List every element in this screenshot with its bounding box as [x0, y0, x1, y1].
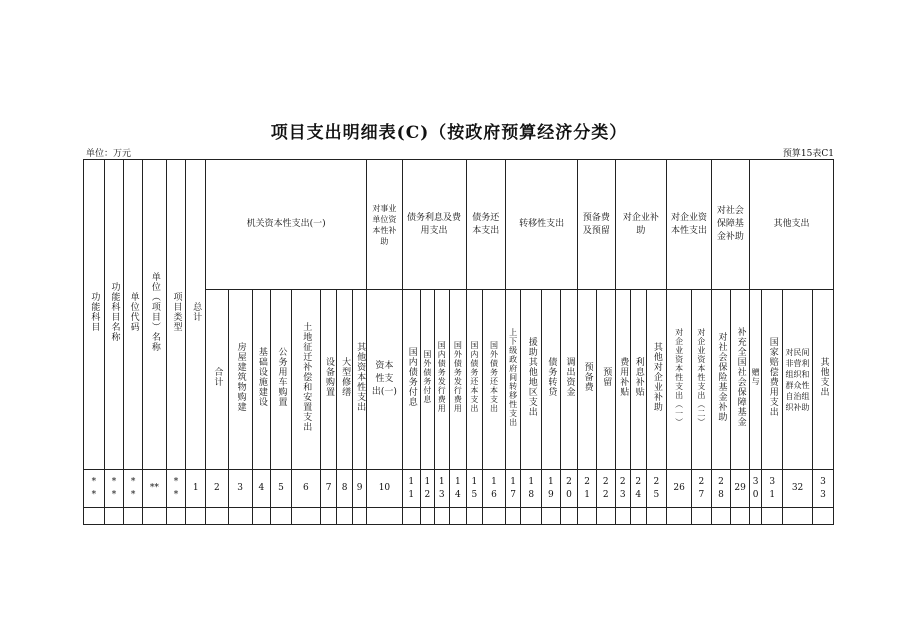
col-header: 房屋建筑物购建	[235, 342, 246, 412]
col-header: 其他对企业补助	[651, 342, 662, 412]
col-header: 调出资金	[564, 357, 575, 397]
col-header: 公务用车购置	[276, 347, 287, 407]
group-header: 机关资本性支出(一)	[246, 219, 326, 229]
group-header: 债务利息及费用支出	[407, 212, 462, 236]
group-header: 对社会保障基金补助	[716, 206, 744, 242]
index-cell: 6	[302, 483, 309, 493]
col-header: 功能科目名称	[109, 282, 120, 342]
index-cell: 26	[673, 483, 685, 493]
col-header: 债务转贷	[546, 357, 557, 397]
col-header: 对企业资本性支出（二）	[696, 327, 706, 427]
index-cell: 29	[734, 483, 746, 493]
index-cell: 19	[548, 476, 554, 500]
index-cell: **	[111, 476, 117, 500]
index-cell: 31	[769, 476, 776, 500]
page-title: 项目支出明细表(C)（按政府预算经济分类）	[270, 123, 628, 143]
index-cell: 11	[408, 476, 415, 500]
index-cell: 1	[192, 483, 199, 493]
col-header: 国内债务付息	[406, 347, 417, 407]
col-header: 大型修缮	[340, 357, 351, 397]
col-header: 设备购置	[324, 357, 335, 397]
col-header: 土地征迁补偿和安置支出	[301, 322, 312, 432]
col-header: 功能科目	[89, 292, 100, 332]
index-cell: 33	[820, 476, 826, 500]
col-header: 对社会保险基金补助	[716, 332, 727, 422]
index-cell: 15	[471, 476, 478, 500]
index-cell: 22	[602, 476, 609, 500]
index-row	[84, 470, 834, 508]
col-header: 其他资本性支出	[355, 342, 366, 412]
group-header: 债务还本支出	[472, 212, 500, 236]
index-cell: **	[130, 476, 136, 500]
col-header: 国家赔偿费用支出	[767, 337, 778, 417]
index-cell: 5	[278, 483, 284, 493]
col-header: 对企业资本性支出（一）	[674, 327, 684, 427]
table-row	[84, 508, 834, 525]
index-cell: 23	[619, 476, 626, 500]
index-cell: 17	[510, 476, 517, 500]
col-header: 项目类型	[171, 292, 182, 332]
col-header: 上下级政府间转移性支出	[508, 327, 518, 427]
index-cell: 14	[454, 476, 461, 500]
index-cell: **	[149, 483, 159, 493]
col-header: 总计	[191, 302, 202, 322]
index-cell: 28	[718, 476, 724, 500]
group-header: 对企业资本性支出	[670, 212, 707, 236]
index-cell: 30	[752, 476, 759, 500]
col-header: 国外债务发行费用	[453, 341, 463, 413]
index-cell: 24	[635, 476, 642, 500]
index-cell: 3	[237, 483, 243, 493]
col-header: 国内债务还本支出	[469, 341, 479, 413]
group-header: 转移性支出	[519, 219, 565, 229]
index-cell: 20	[566, 476, 572, 500]
group-header-row	[84, 160, 834, 290]
col-header: 赠与	[751, 368, 761, 386]
expenditure-table	[83, 159, 834, 525]
index-cell: 32	[791, 483, 804, 493]
index-cell: 21	[584, 476, 590, 500]
group-header: 对企业补助	[622, 212, 659, 236]
col-header: 单位代码	[128, 292, 139, 332]
col-header: 国内债务发行费用	[437, 341, 447, 413]
col-header: 利息补贴	[633, 357, 644, 397]
index-cell: 18	[528, 476, 535, 500]
index-cell: 9	[356, 483, 363, 493]
index-cell: 25	[653, 476, 660, 500]
group-header: 预备费及预留	[582, 212, 610, 236]
col-header: 费用补贴	[618, 357, 629, 397]
index-cell: **	[173, 476, 179, 500]
index-cell: 12	[424, 476, 431, 500]
index-cell: 16	[491, 476, 497, 500]
index-cell: 27	[698, 476, 705, 500]
table-code: 预算15表C1	[782, 149, 834, 159]
col-header: 预留	[601, 367, 612, 387]
col-header: 国外债务付息	[422, 350, 432, 404]
col-header: 对民间非营利组织和群众性自治组织补助	[785, 347, 810, 412]
col-header: 基础设施建设	[256, 347, 267, 407]
group-header: 对事业单位资本性补助	[372, 203, 397, 246]
index-cell: 4	[258, 483, 265, 493]
col-header: 单位（项目）名称	[149, 272, 160, 352]
index-cell: 8	[341, 483, 348, 493]
index-cell: 7	[325, 483, 332, 493]
index-cell: 10	[378, 483, 391, 493]
col-header: 预备费	[582, 362, 593, 392]
index-cell: 13	[438, 476, 445, 500]
unit-label: 单位：万元	[86, 149, 132, 159]
index-cell: **	[91, 476, 97, 500]
col-header: 资本性支出(一)	[371, 361, 397, 397]
col-header: 补充全国社会保障基金	[735, 327, 746, 427]
col-header: 国外债务还本支出	[489, 341, 499, 413]
col-header: 合计	[212, 367, 223, 387]
group-header: 其他支出	[773, 219, 810, 229]
col-header: 其他支出	[818, 357, 829, 397]
col-header: 援助其他地区支出	[526, 337, 537, 417]
index-cell: 2	[214, 483, 220, 493]
